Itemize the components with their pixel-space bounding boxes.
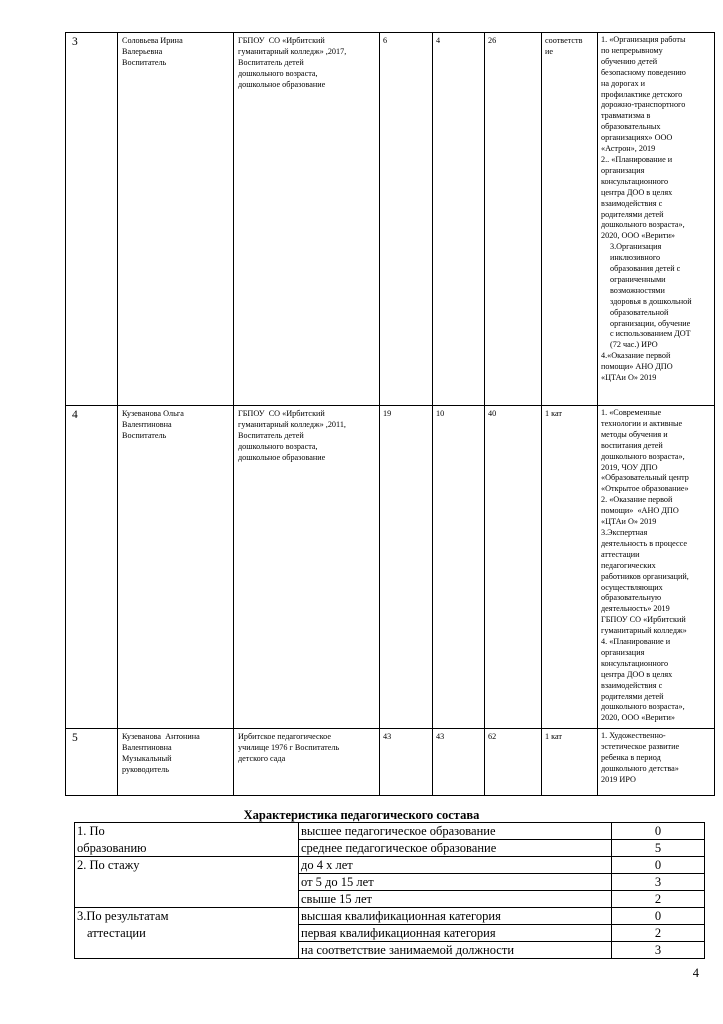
age: 40 (485, 406, 542, 729)
summary-category (75, 942, 299, 959)
age: 26 (485, 33, 542, 406)
summary-category: 1. По (75, 823, 299, 840)
course-item: 3.Экспертная деятельность в процессе аттестации педагогических работников организаций, осуществляющих образовательную деятельность» 2019 ГБПОУ СО «Ирбитский гуманитарный колледж» (601, 527, 689, 636)
summary-value: 3 (612, 874, 705, 891)
course-item: 1. «Организация работы по непрерывному обучению детей безопасному поведению на дорогах и профилактике детского дорожно-транспортного травматизма в образовательных организациях» ООО «Астрон», 2019 (601, 35, 686, 154)
staff-table-body (66, 33, 715, 796)
experience-pedagogical: 43 (433, 729, 485, 796)
summary-category: 2. По стажу (75, 857, 299, 874)
course-item: 2. «Оказание первой помощи» «АНО ДПО «ЦТАи О» 2019 (601, 495, 679, 527)
staff-row (66, 406, 715, 729)
row-number: 4 (66, 406, 118, 729)
employee-name: Соловьева Ирина Валерьевна Воспитатель (118, 33, 234, 406)
experience-total: 43 (380, 729, 433, 796)
summary-label: высшая квалификационная категория (299, 908, 612, 925)
summary-row (75, 908, 705, 925)
employee-name: Кузеванова Ольга Валентиновна Воспитатель (118, 406, 234, 729)
summary-value: 2 (612, 891, 705, 908)
staff-row (66, 33, 715, 406)
staff-table (65, 32, 715, 796)
summary-row (75, 942, 705, 959)
age: 62 (485, 729, 542, 796)
experience-pedagogical: 10 (433, 406, 485, 729)
courses-cell (598, 406, 715, 729)
summary-label: первая квалификационная категория (299, 925, 612, 942)
summary-row (75, 823, 705, 840)
course-item: 1. «Современные технологии и активные методы обучения и воспитания детей дошкольного возраста», 2019, ЧОУ ДПО «Образовательный центр «Открытое образование» (601, 408, 689, 494)
summary-row (75, 840, 705, 857)
row-number: 3 (66, 33, 118, 406)
summary-label: свыше 15 лет (299, 891, 612, 908)
summary-label: на соответствие занимаемой должности (299, 942, 612, 959)
summary-table-body (75, 823, 705, 959)
summary-value: 0 (612, 823, 705, 840)
course-item: 3.Организация инклюзивного образования детей с ограниченными возможностями здоровья в дошкольной образовательной организации, обучение с использованием ДОТ (72 час.) ИРО (610, 242, 692, 350)
employee-name: Кузеванова Антонина Валентиновна Музыкальный руководитель (118, 729, 234, 796)
summary-label: от 5 до 15 лет (299, 874, 612, 891)
summary-category (75, 891, 299, 908)
summary-value: 3 (612, 942, 705, 959)
summary-category: образованию (75, 840, 299, 857)
education-info: Ирбитское педагогическое училище 1976 г Воспитатель детского сада (234, 729, 380, 796)
education-info: ГБПОУ СО «Ирбитский гуманитарный колледж» ,2011, Воспитатель детей дошкольного возраста, дошкольное образование (234, 406, 380, 729)
summary-row (75, 857, 705, 874)
qualification-category: 1 кат (542, 729, 598, 796)
course-item: 4.«Оказание первой помощи» АНО ДПО «ЦТАи О» 2019 (601, 351, 673, 383)
qualification-category: 1 кат (542, 406, 598, 729)
courses-cell (598, 729, 715, 796)
experience-pedagogical: 4 (433, 33, 485, 406)
summary-label: среднее педагогическое образование (299, 840, 612, 857)
page-number: 4 (692, 966, 699, 980)
experience-total: 19 (380, 406, 433, 729)
summary-category: 3.По результатам (75, 908, 299, 925)
staff-row (66, 729, 715, 796)
summary-category: аттестации (75, 925, 299, 942)
summary-row (75, 874, 705, 891)
row-number: 5 (66, 729, 118, 796)
summary-table (74, 822, 705, 959)
summary-value: 0 (612, 857, 705, 874)
summary-value: 0 (612, 908, 705, 925)
qualification-category: соответств ие (542, 33, 598, 406)
summary-label: до 4 х лет (299, 857, 612, 874)
summary-row (75, 925, 705, 942)
summary-label: высшее педагогическое образование (299, 823, 612, 840)
experience-total: 6 (380, 33, 433, 406)
summary-category (75, 874, 299, 891)
course-item: 4. «Планирование и организация консультационного центра ДОО в целях взаимодействия с родителями детей дошкольного возраста», 2020, ООО «Верити» (601, 637, 685, 723)
summary-value: 2 (612, 925, 705, 942)
summary-title: Характеристика педагогического состава (243, 808, 480, 822)
education-info: ГБПОУ СО «Ирбитский гуманитарный колледж» ,2017, Воспитатель детей дошкольного возраста, дошкольное образование (234, 33, 380, 406)
course-item: 1. Художественно- эстетическое развитие ребенка в период дошкольного детства» 2019 ИРО (601, 731, 680, 784)
summary-row (75, 891, 705, 908)
courses-cell (598, 33, 715, 406)
course-item: 2.. «Планирование и организация консультационного центра ДОО в целях взаимодействия с родителями детей дошкольного возраста», 2020, ООО «Верити» (601, 154, 685, 241)
summary-value: 5 (612, 840, 705, 857)
